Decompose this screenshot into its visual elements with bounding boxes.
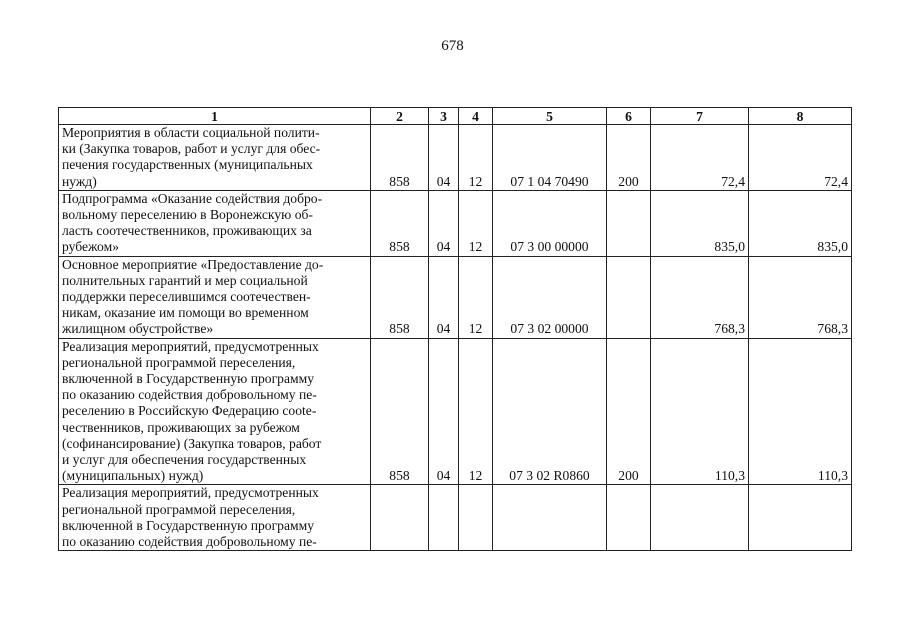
expense-type-code [607,190,651,256]
subsection-code [459,485,493,551]
row-name: Реализация мероприятий, предусмотренных региональной программой переселения, включенной в Государственную программу по оказанию содействия добровольному пе- [59,485,371,551]
amount-col-7: 110,3 [651,338,749,485]
page-number: 678 [441,38,464,54]
row-name: Реализация мероприятий, предусмотренных региональной программой переселения, включенной в Государственную программу по оказанию содействия добровольному пе- реселению в Российскую Федерацию соote- чественников, проживающих за рубежом (софинансирование) (Закупка товаров, работ и услуг для обеспечения государственных (муниципальных) нужд) [59,338,371,485]
amount-col-8: 72,4 [749,125,852,191]
amount-col-8: 768,3 [749,256,852,338]
table-row [59,338,852,485]
budget-table [58,107,852,551]
column-header-7: 7 [651,108,749,125]
header-row [59,108,852,125]
expense-type-code: 200 [607,338,651,485]
amount-col-7 [651,485,749,551]
target-article-code: 07 3 02 00000 [493,256,607,338]
amount-col-7: 72,4 [651,125,749,191]
subsection-code: 12 [459,338,493,485]
column-header-1: 1 [59,108,371,125]
column-header-5: 5 [493,108,607,125]
amount-col-8 [749,485,852,551]
ministry-code: 858 [371,190,429,256]
section-code: 04 [429,256,459,338]
ministry-code: 858 [371,256,429,338]
column-header-6: 6 [607,108,651,125]
amount-col-7: 835,0 [651,190,749,256]
table-row [59,125,852,191]
ministry-code: 858 [371,125,429,191]
subsection-code: 12 [459,190,493,256]
expense-type-code [607,256,651,338]
table-row [59,190,852,256]
table-row [59,256,852,338]
table-row [59,485,852,551]
expense-type-code [607,485,651,551]
amount-col-8: 110,3 [749,338,852,485]
section-code [429,485,459,551]
column-header-4: 4 [459,108,493,125]
ministry-code [371,485,429,551]
subsection-code: 12 [459,125,493,191]
target-article-code [493,485,607,551]
amount-col-7: 768,3 [651,256,749,338]
row-name: Мероприятия в области социальной полити- ки (Закупка товаров, работ и услуг для обес- печения государственных (муниципальных нужд) [59,125,371,191]
section-code: 04 [429,125,459,191]
target-article-code: 07 3 02 R0860 [493,338,607,485]
column-header-2: 2 [371,108,429,125]
section-code: 04 [429,338,459,485]
target-article-code: 07 3 00 00000 [493,190,607,256]
target-article-code: 07 1 04 70490 [493,125,607,191]
ministry-code: 858 [371,338,429,485]
subsection-code: 12 [459,256,493,338]
column-header-8: 8 [749,108,852,125]
row-name: Основное мероприятие «Предоставление до- полнительных гарантий и мер социальной поддержки переселившимся соотечествен- никам, оказание им помощи во временном жилищном обустройстве» [59,256,371,338]
row-name: Подпрограмма «Оказание содействия добро- вольному переселению в Воронежскую об- ласть соотечественников, проживающих за рубежом» [59,190,371,256]
section-code: 04 [429,190,459,256]
expense-type-code: 200 [607,125,651,191]
column-header-3: 3 [429,108,459,125]
amount-col-8: 835,0 [749,190,852,256]
